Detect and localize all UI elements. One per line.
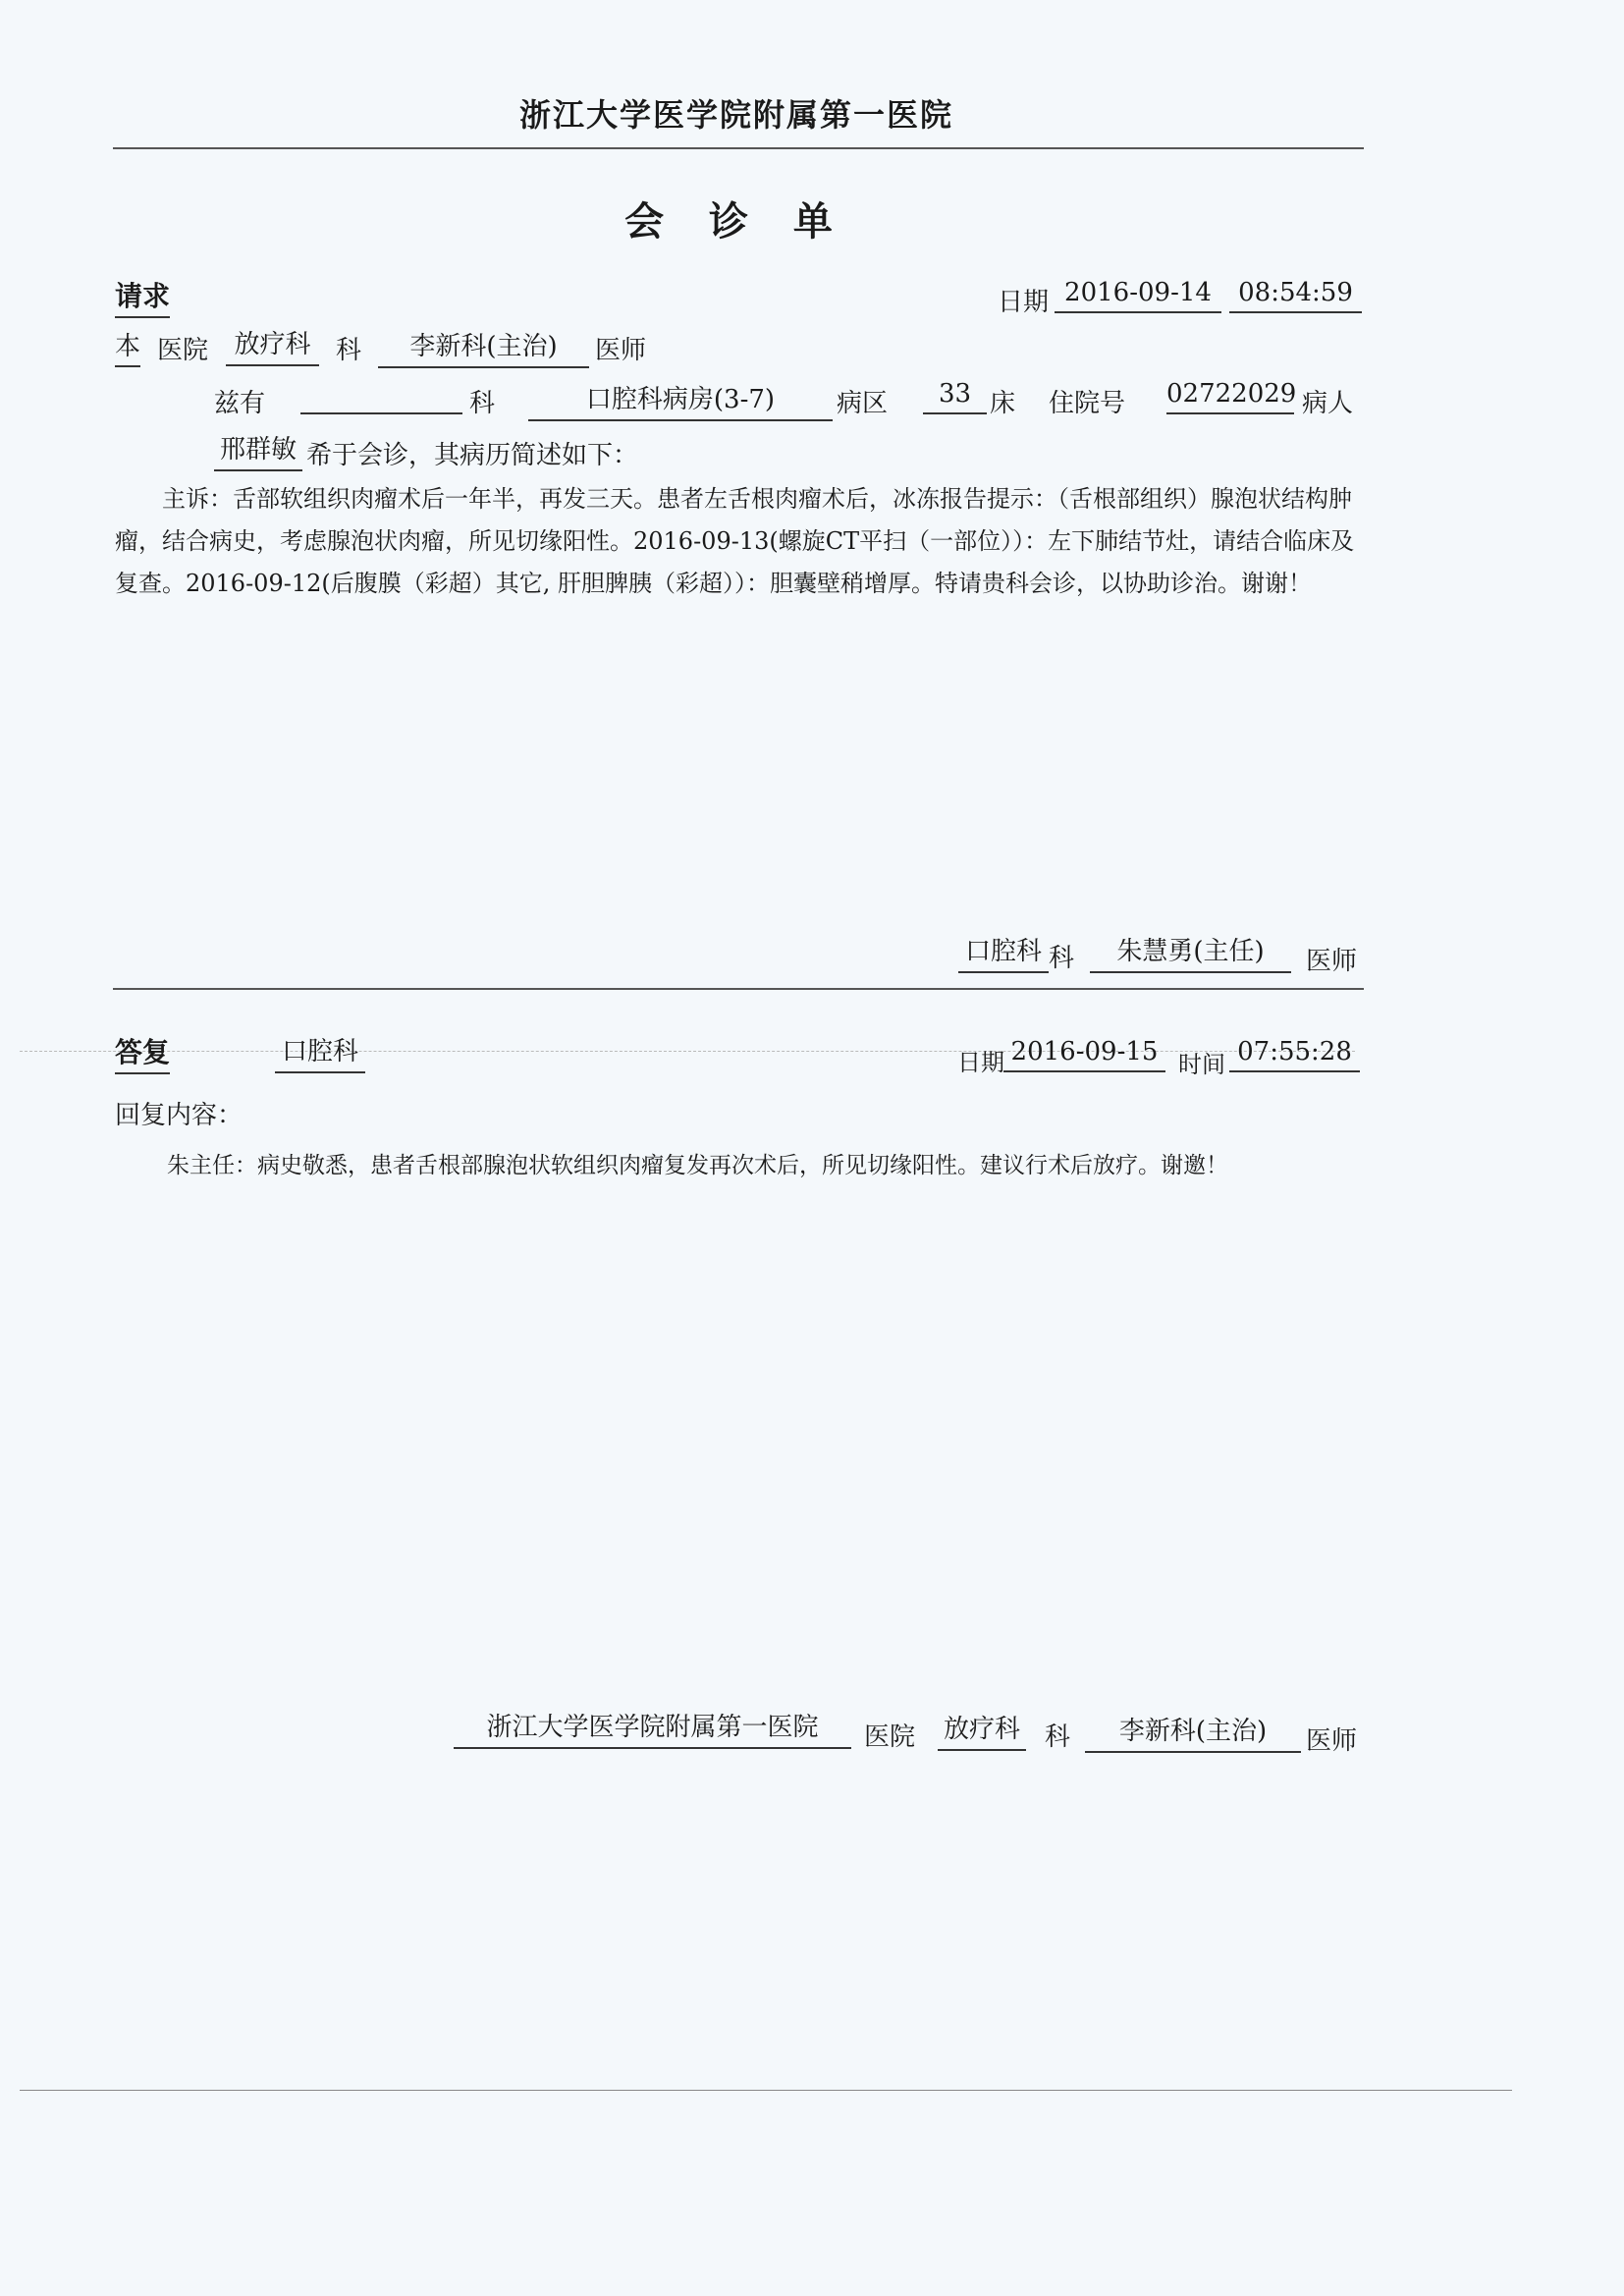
reply-time: 07:55:28 bbox=[1229, 1037, 1360, 1072]
admission-number: 02722029 bbox=[1166, 379, 1294, 414]
form-title: 会 诊 单 bbox=[624, 198, 848, 245]
reply-sign-doctor-word: 医师 bbox=[1306, 1726, 1358, 1756]
request-section-label: 请求 bbox=[115, 275, 170, 318]
reply-department: 口腔科 bbox=[275, 1031, 365, 1073]
section-divider bbox=[113, 988, 1364, 990]
request-sign-doctor-word: 医师 bbox=[1306, 947, 1358, 976]
ward-dept-word: 科 bbox=[469, 389, 496, 418]
reply-content-label: 回复内容： bbox=[115, 1101, 244, 1130]
header-rule bbox=[113, 147, 1364, 149]
hospital-word: 医院 bbox=[157, 336, 209, 365]
footer-rule bbox=[20, 2090, 1512, 2091]
bed-number: 33 bbox=[923, 379, 987, 414]
reply-sign-hospital-word: 医院 bbox=[864, 1722, 916, 1752]
request-time: 08:54:59 bbox=[1229, 278, 1362, 313]
patient-name: 邢群敏 bbox=[214, 429, 302, 471]
reply-date-label: 日期 bbox=[957, 1049, 1004, 1076]
request-date-label: 日期 bbox=[998, 288, 1050, 317]
hospital-name: 浙江大学医学院附属第一医院 bbox=[518, 96, 953, 134]
reply-sign-dept: 放疗科 bbox=[938, 1709, 1026, 1751]
request-doctor: 李新科(主治) bbox=[378, 326, 589, 368]
reply-content: 朱主任：病史敬悉，患者舌根部腺泡状软组织肉瘤复发再次术后，所见切缘阳性。建议行术后放疗。谢邀！ bbox=[167, 1153, 1228, 1178]
request-department: 放疗科 bbox=[226, 324, 319, 366]
request-doctor-word: 医师 bbox=[595, 336, 647, 365]
case-summary: 主诉：舌部软组织肉瘤术后一年半，再发三天。患者左舌根肉瘤术后，冰冻报告提示：（舌根部组织）腺泡状结构肿瘤，结合病史，考虑腺泡状肉瘤，所见切缘阳性。2016-09-13(螺旋CT平扫（一部位））：左下肺结节灶，请结合临床及复查。2016-09-12(后腹膜（彩超）其它, 肝胆脾胰（彩超））：胆囊壁稍增厚。特请贵科会诊，以协助诊治。谢谢！ bbox=[115, 485, 1355, 597]
patient-word: 病人 bbox=[1302, 389, 1354, 418]
reply-sign-doctor: 李新科(主治) bbox=[1085, 1711, 1301, 1753]
ward-word: 病区 bbox=[837, 389, 889, 418]
reply-time-label: 时间 bbox=[1178, 1051, 1225, 1078]
request-sign-dept: 口腔科 bbox=[958, 931, 1049, 973]
request-dept-word: 科 bbox=[336, 336, 362, 365]
request-sign-dept-word: 科 bbox=[1049, 944, 1075, 973]
request-date: 2016-09-14 bbox=[1055, 278, 1221, 313]
hospital-prefix: 本 bbox=[115, 326, 140, 367]
ward-name: 口腔科病房(3-7) bbox=[528, 379, 833, 421]
reply-sign-dept-word: 科 bbox=[1045, 1722, 1071, 1752]
ward-dept-blank bbox=[300, 379, 462, 414]
request-sign-doctor: 朱慧勇(主任) bbox=[1090, 931, 1291, 973]
reply-date: 2016-09-15 bbox=[1003, 1037, 1165, 1072]
admission-label: 住院号 bbox=[1049, 389, 1126, 418]
intro-word: 兹有 bbox=[214, 389, 266, 418]
reply-section-label: 答复 bbox=[115, 1031, 170, 1074]
bed-word: 床 bbox=[990, 389, 1016, 418]
reply-sign-hospital: 浙江大学医学院附属第一医院 bbox=[454, 1707, 851, 1749]
history-intro: 希于会诊，其病历简述如下： bbox=[306, 441, 639, 470]
